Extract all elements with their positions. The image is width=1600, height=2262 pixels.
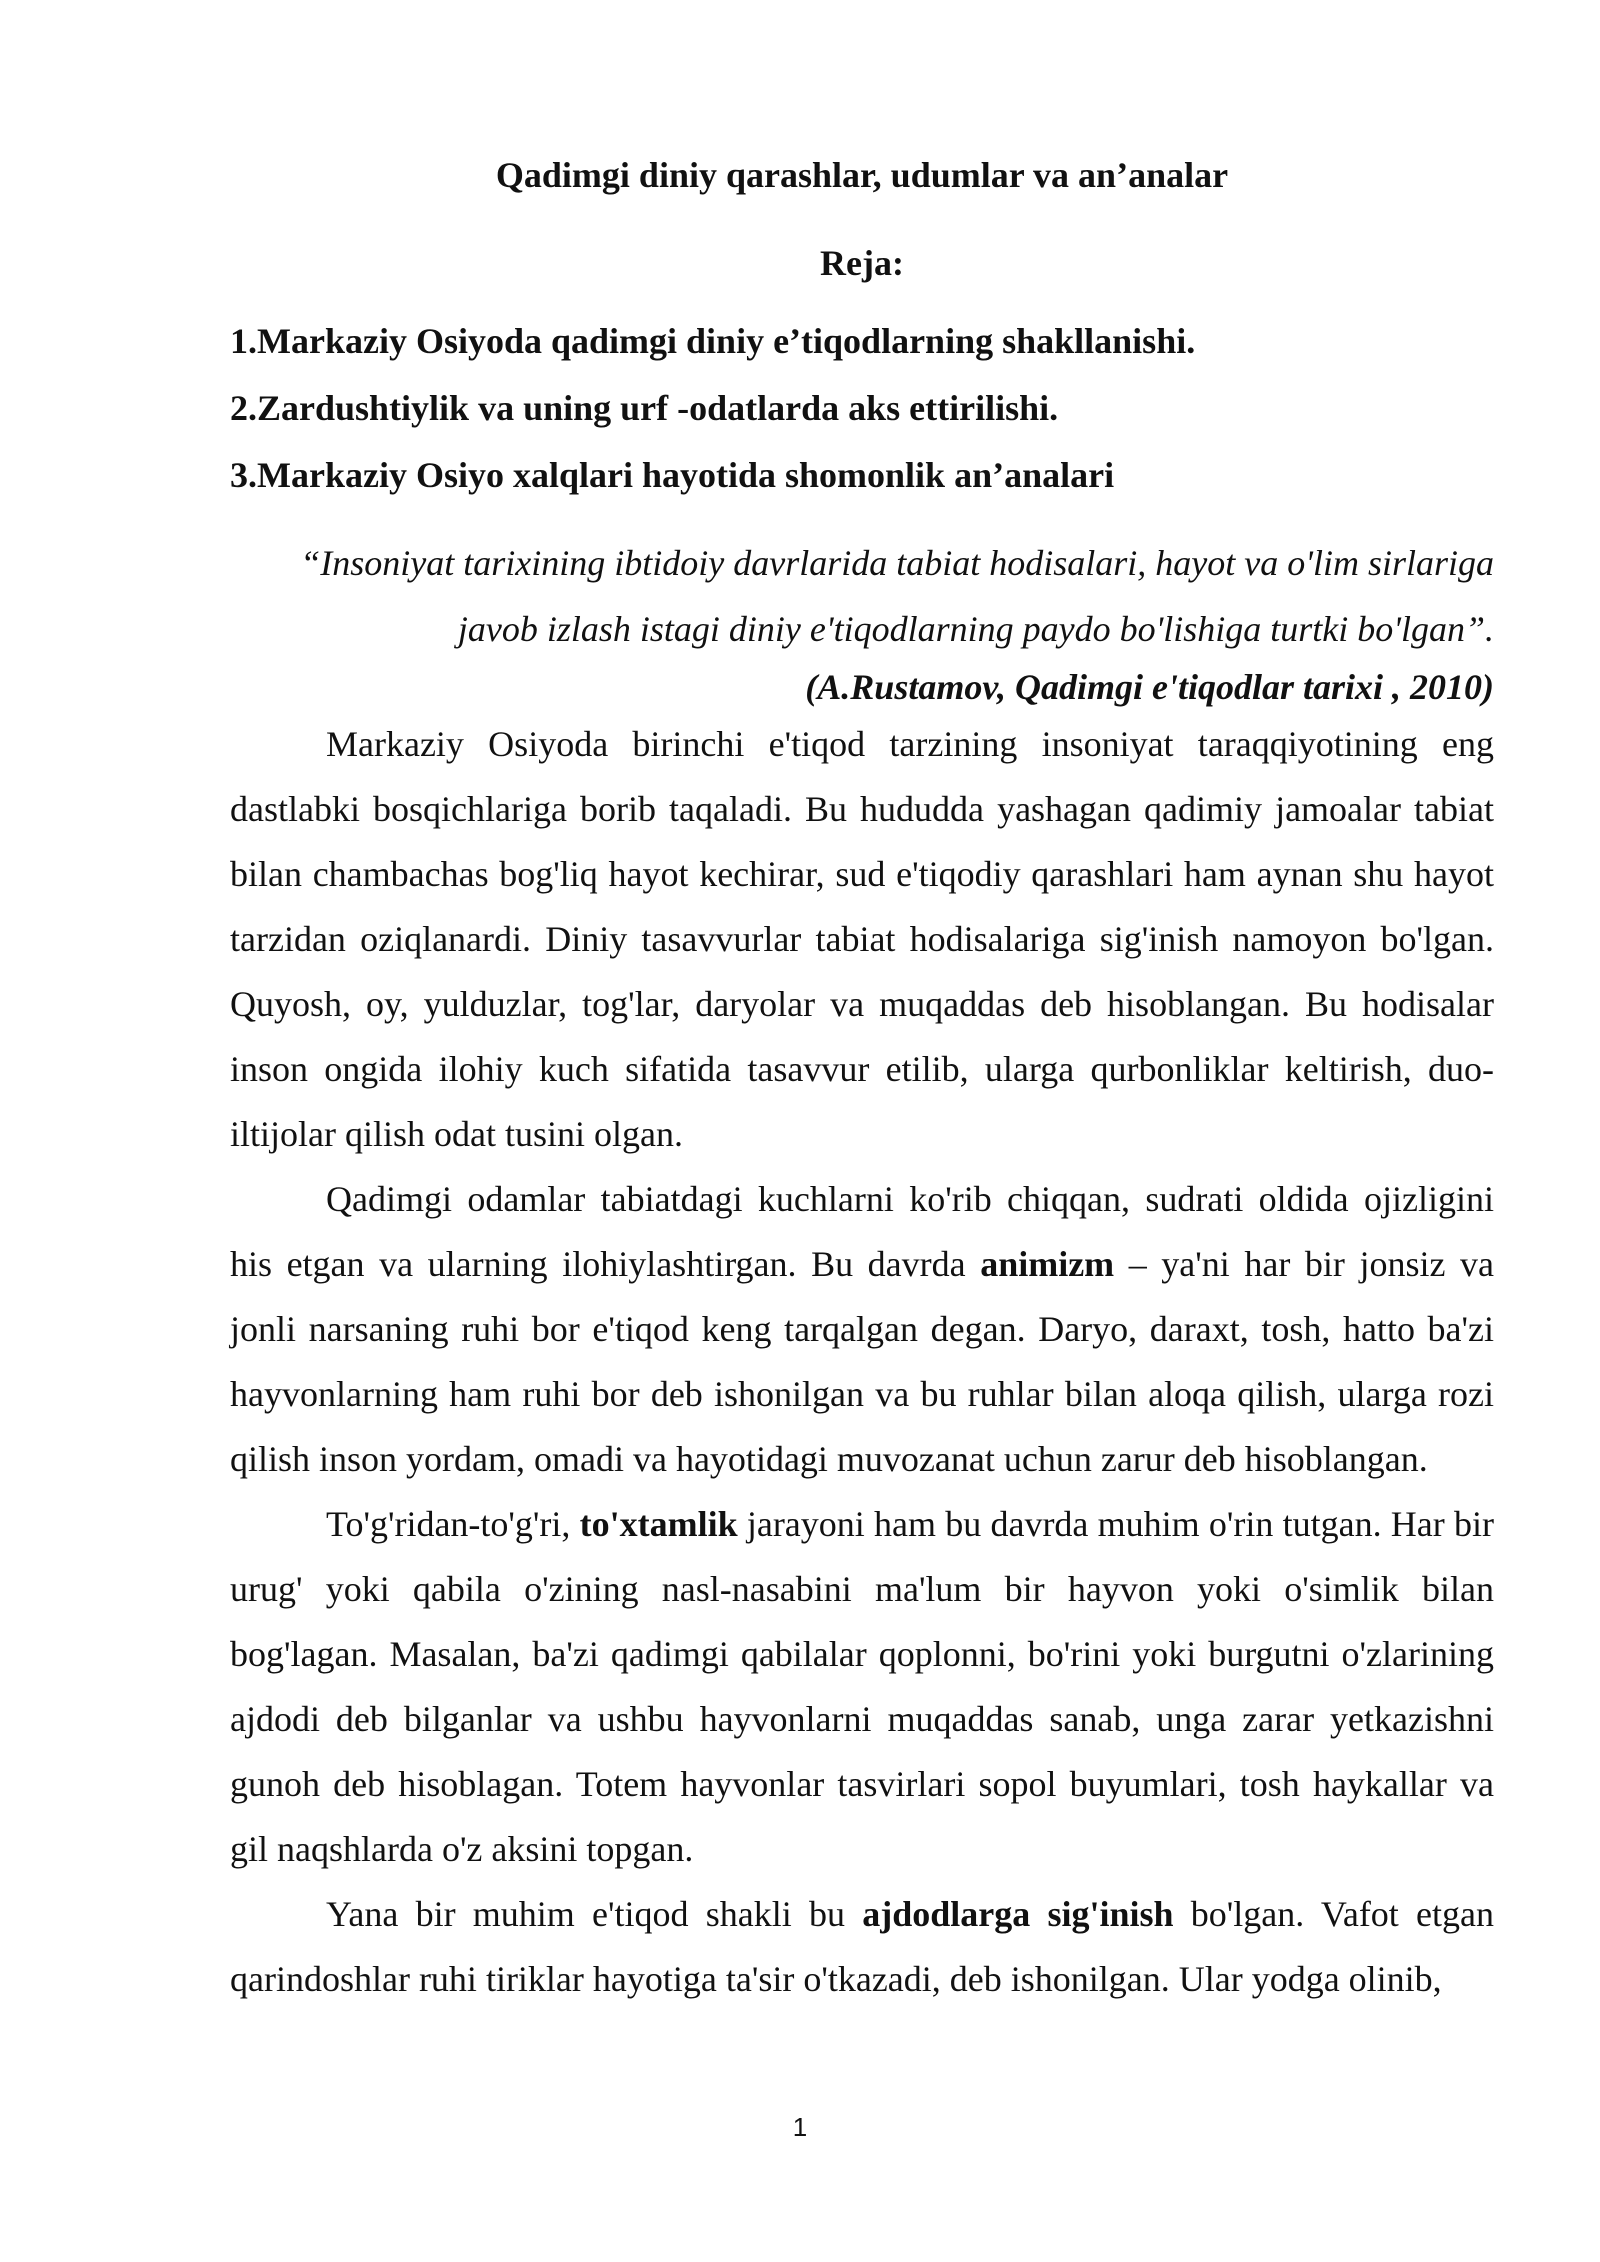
- plan-heading: Reja:: [820, 243, 904, 283]
- paragraph-text: Qadimgi odamlar tabiatdagi kuchlarni ko'rib chiqqan, sudrati oldida ojizligini his etgan va ularning ilohiylashtirgan. Bu davrda: [230, 1179, 1494, 1284]
- paragraph: [230, 712, 1494, 1167]
- body-text: [230, 712, 1494, 2012]
- paragraph-text: jarayoni ham bu davrda muhim o'rin tutgan. Har bir urug' yoki qabila o'zining nasl-nasabini ma'lum bir hayvon yoki o'simlik bilan bog'lagan. Masalan, ba'zi qadimgi qabilalar qoplonni, bo'rini yoki burgutni o'zlarining ajdodi deb bilganlar va ushbu hayvonlarni muqaddas sanab, unga zarar yetkazishni gunoh deb hisoblagan. Totem hayvonlar tasvirlari sopol buyumlari, tosh haykallar va gil naqshlarda o'z aksini topgan.: [230, 1504, 1494, 1869]
- term-toxtamlik: to'xtamlik: [579, 1504, 738, 1544]
- paragraph-text: Yana bir muhim e'tiqod shakli bu: [326, 1894, 863, 1934]
- paragraph-text: Markaziy Osiyoda birinchi e'tiqod tarzining insoniyat taraqqiyotining eng dastlabki bosqichlariga borib taqaladi. Bu hududda yashagan qadimiy jamoalar tabiat bilan chambachas bog'liq hayot kechirar, sud e'tiqodiy qarashlari ham aynan shu hayot tarzidan oziqlanardi. Diniy tasavvurlar tabiat hodisalariga sig'inish namoyon bo'lgan. Quyosh, oy, yulduzlar, tog'lar, daryolar va muqaddas deb hisoblangan. Bu hodisalar inson ongida ilohiy kuch sifatida tasavvur etilib, ularga qurbonliklar keltirish, duo-iltijolar qilish odat tusini olgan.: [230, 724, 1494, 1154]
- paragraph-text: To'g'ridan-to'g'ri,: [326, 1504, 580, 1544]
- paragraph-text: bo'lgan. Vafot etgan qarindoshlar ruhi tiriklar hayotiga ta'sir o'tkazadi, deb ishonilgan. Ular yodga olinib,: [230, 1894, 1494, 1999]
- plan-item: 3.Markaziy Osiyo xalqlari hayotida shomonlik an’analari: [230, 455, 1115, 495]
- epigraph-quote: “Insoniyat tarixining ibtidoiy davrlarida tabiat hodisalari, hayot va o'lim sirlariga javob izlash istagi diniy e'tiqodlarning paydo bo'lishiga turtki bo'lgan”.: [300, 543, 1494, 649]
- paragraph: [230, 1882, 1494, 2012]
- plan-list: [230, 316, 1494, 500]
- document-page: [230, 150, 1494, 2012]
- paragraph-text: – ya'ni har bir jonsiz va jonli narsaning ruhi bor e'tiqod keng tarqalgan degan. Daryo, daraxt, tosh, hatto ba'zi hayvonlarning ham ruhi bor deb ishonilgan va bu ruhlar bilan aloqa qilish, ularga rozi qilish inson yordam, omadi va hayotidagi muvozanat uchun zarur deb hisoblangan.: [230, 1244, 1494, 1479]
- plan-item: 1.Markaziy Osiyoda qadimgi diniy e’tiqodlarning shakllanishi.: [230, 321, 1196, 361]
- epigraph-source: (A.Rustamov, Qadimgi e'tiqodlar tarixi , 2010): [805, 667, 1494, 707]
- term-animizm: animizm: [980, 1244, 1115, 1284]
- paragraph: [230, 1167, 1494, 1492]
- document-title: Qadimgi diniy qarashlar, udumlar va an’analar: [495, 155, 1229, 195]
- paragraph: [230, 1492, 1494, 1882]
- page-number: 1: [792, 2112, 808, 2142]
- plan-item: 2.Zardushtiylik va uning urf -odatlarda aks ettirilishi.: [230, 388, 1059, 428]
- term-ajdodlarga-siginish: ajdodlarga sig'inish: [862, 1894, 1174, 1934]
